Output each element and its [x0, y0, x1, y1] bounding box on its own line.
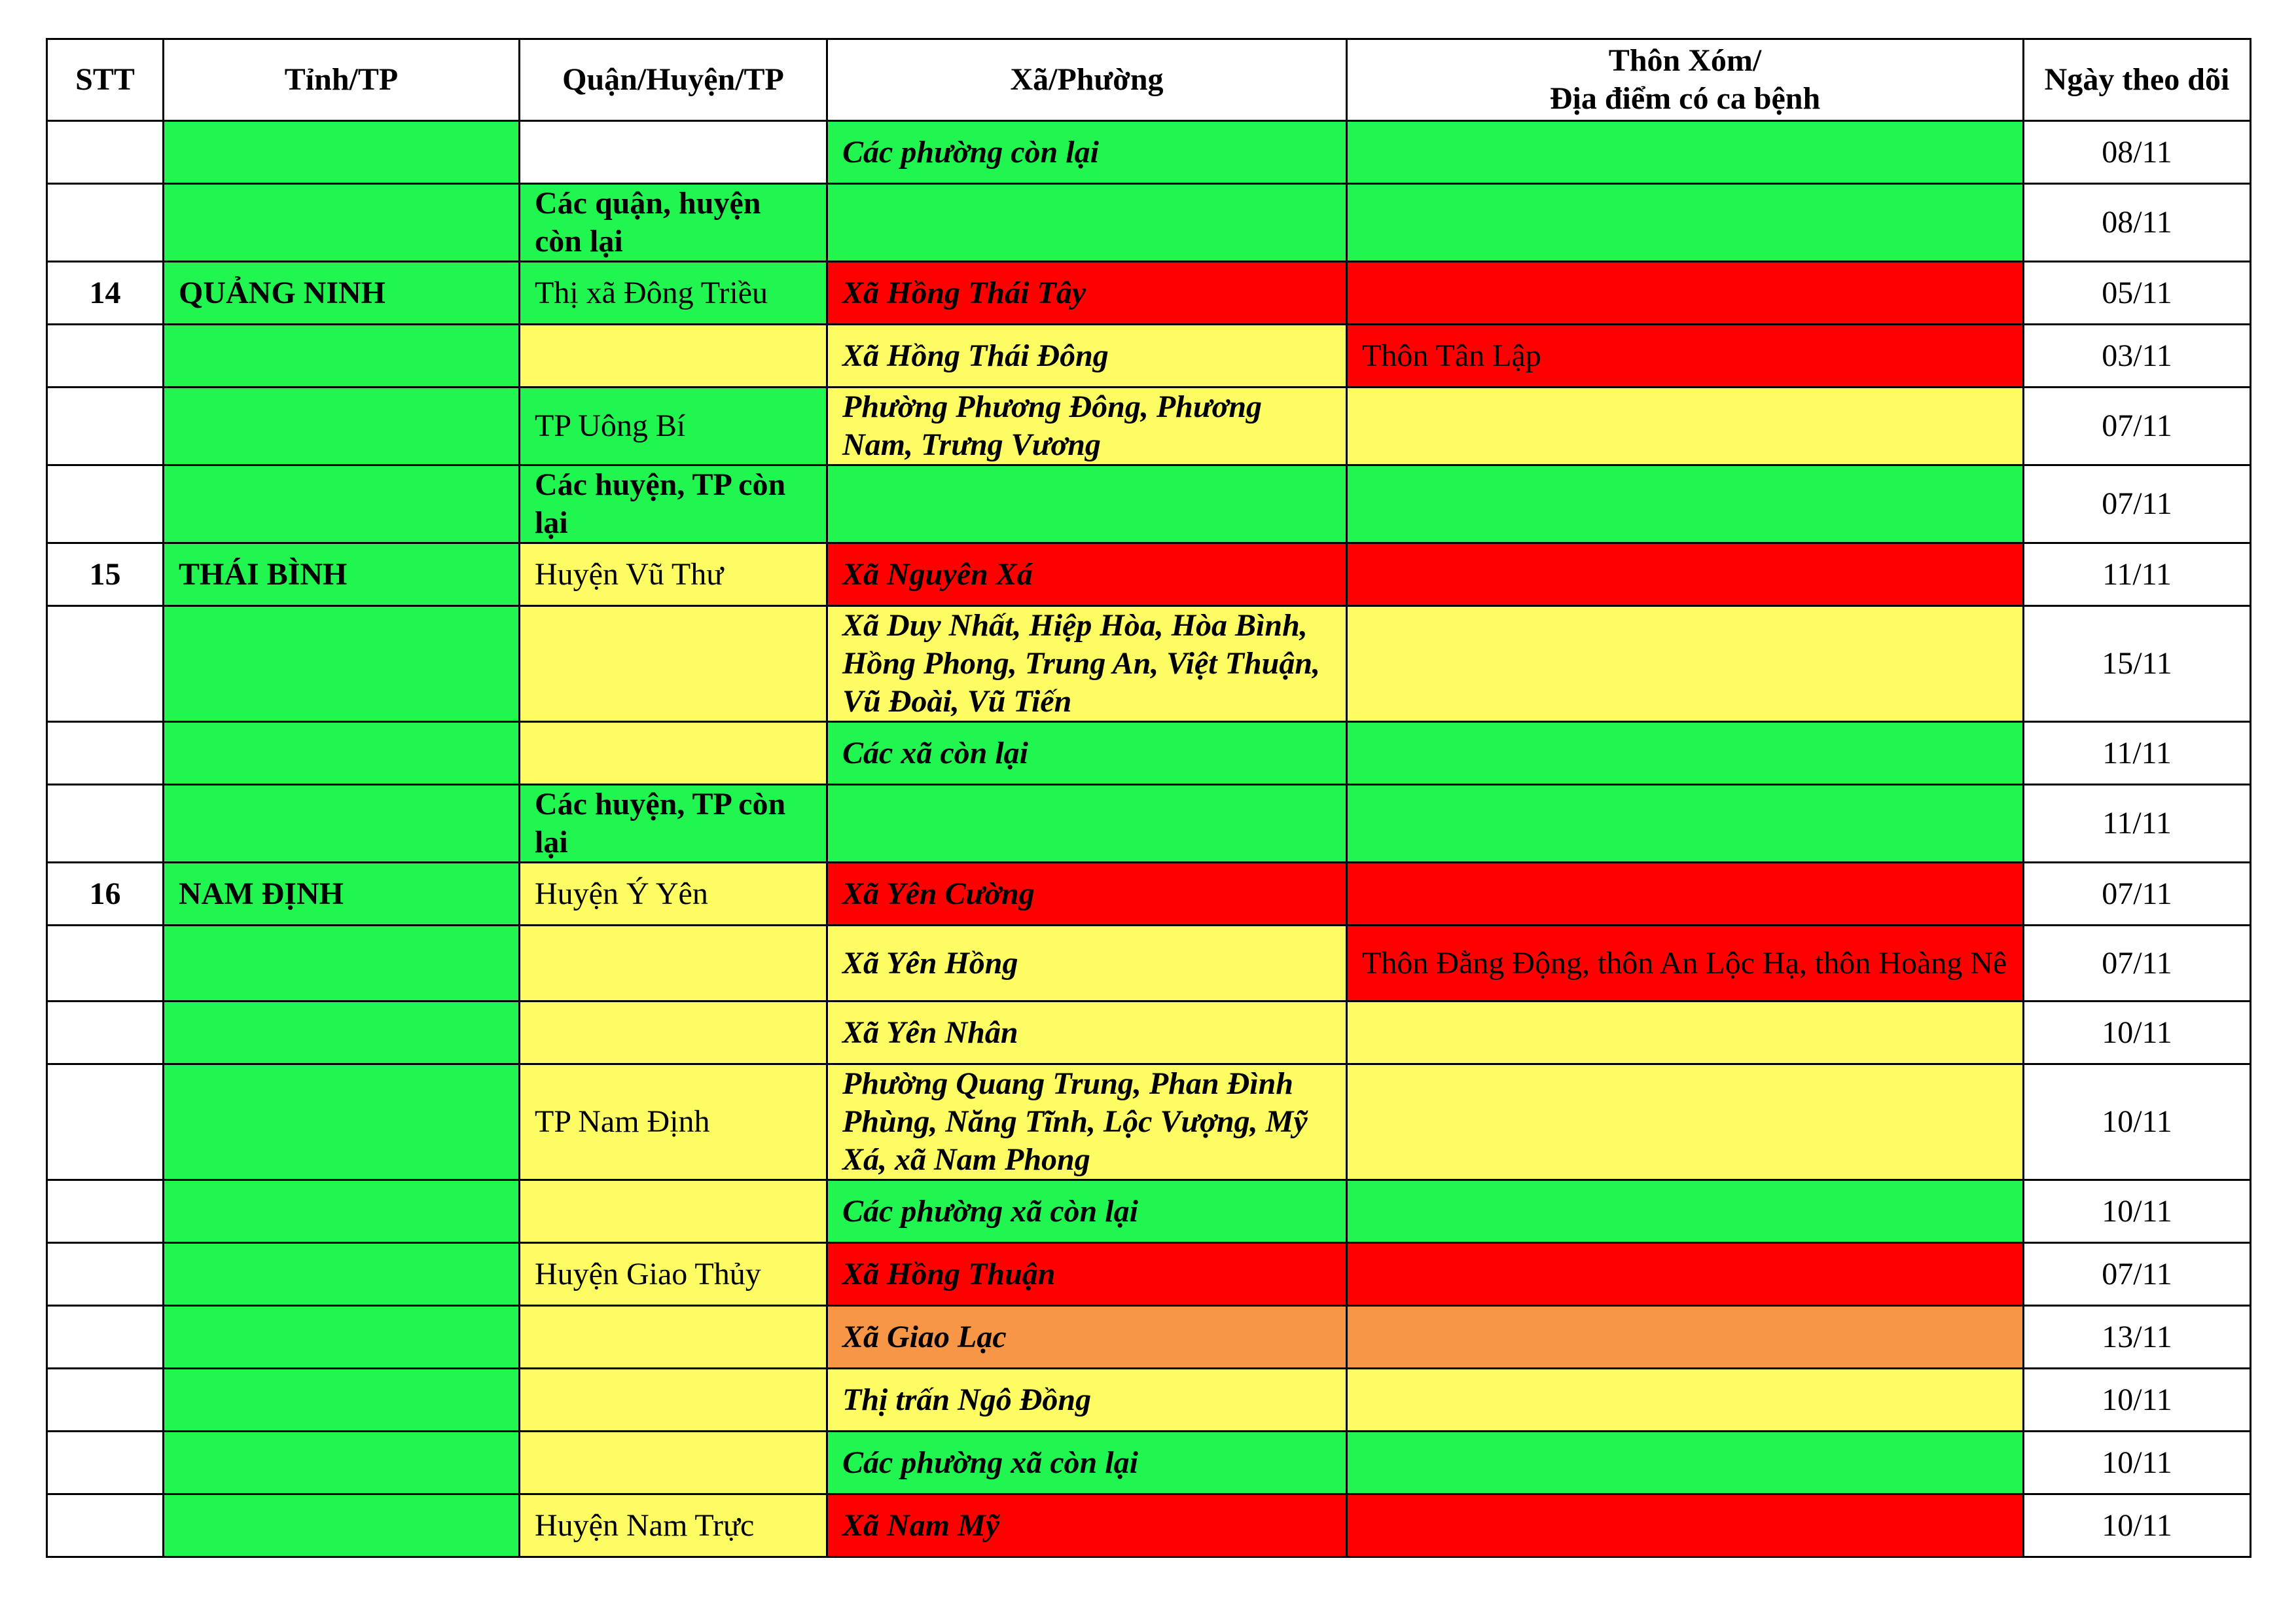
village-cell — [1347, 1432, 2024, 1494]
district-cell: TP Uông Bí — [520, 388, 827, 465]
table-row — [47, 543, 2251, 606]
table-row — [47, 262, 2251, 325]
ward-cell: Xã Nam Mỹ — [827, 1494, 1347, 1557]
ward-cell: Các phường còn lại — [827, 121, 1347, 184]
province-cell — [164, 1306, 520, 1369]
stt-cell — [47, 465, 164, 543]
stt-cell — [47, 325, 164, 388]
table-row — [47, 1306, 2251, 1369]
stt-cell — [47, 1369, 164, 1432]
district-cell: Huyện Giao Thủy — [520, 1243, 827, 1306]
table-row — [47, 465, 2251, 543]
date-cell: 03/11 — [2024, 325, 2251, 388]
date-cell: 13/11 — [2024, 1306, 2251, 1369]
district-cell — [520, 1369, 827, 1432]
stt-cell — [47, 722, 164, 785]
date-cell: 10/11 — [2024, 1494, 2251, 1557]
date-cell: 05/11 — [2024, 262, 2251, 325]
village-cell — [1347, 1243, 2024, 1306]
stt-cell — [47, 1243, 164, 1306]
district-cell: Huyện Nam Trực — [520, 1494, 827, 1557]
ward-cell: Xã Yên Cường — [827, 863, 1347, 926]
stt-cell: 16 — [47, 863, 164, 926]
ward-cell: Phường Phương Đông, Phương Nam, Trưng Vương — [827, 388, 1347, 465]
date-cell: 10/11 — [2024, 1180, 2251, 1243]
province-cell — [164, 722, 520, 785]
district-cell — [520, 606, 827, 722]
table-row — [47, 184, 2251, 262]
header-stt: STT — [47, 39, 164, 121]
table-row — [47, 1243, 2251, 1306]
stt-cell: 14 — [47, 262, 164, 325]
table-row — [47, 863, 2251, 926]
stt-cell — [47, 1432, 164, 1494]
district-cell — [520, 121, 827, 184]
village-cell — [1347, 1064, 2024, 1180]
header-village — [1347, 39, 2024, 121]
village-cell — [1347, 1369, 2024, 1432]
stt-cell: 15 — [47, 543, 164, 606]
district-cell: Các quận, huyện còn lại — [520, 184, 827, 262]
header-row — [47, 39, 2251, 121]
stt-cell — [47, 1064, 164, 1180]
district-cell — [520, 1432, 827, 1494]
table-row — [47, 1432, 2251, 1494]
ward-cell: Xã Hồng Thái Đông — [827, 325, 1347, 388]
village-cell — [1347, 1001, 2024, 1064]
header-village-line2: Địa điểm có ca bệnh — [1549, 81, 1821, 116]
district-cell — [520, 722, 827, 785]
province-cell — [164, 1432, 520, 1494]
date-cell: 07/11 — [2024, 926, 2251, 1001]
province-cell — [164, 926, 520, 1001]
stt-cell — [47, 1180, 164, 1243]
table-row — [47, 606, 2251, 722]
province-cell — [164, 184, 520, 262]
stt-cell — [47, 1306, 164, 1369]
village-cell — [1347, 388, 2024, 465]
table-row — [47, 722, 2251, 785]
district-cell — [520, 1306, 827, 1369]
province-cell: NAM ĐỊNH — [164, 863, 520, 926]
date-cell: 07/11 — [2024, 863, 2251, 926]
village-cell — [1347, 262, 2024, 325]
ward-cell: Thị trấn Ngô Đồng — [827, 1369, 1347, 1432]
village-cell — [1347, 465, 2024, 543]
ward-cell: Các phường xã còn lại — [827, 1180, 1347, 1243]
date-cell: 11/11 — [2024, 785, 2251, 863]
district-cell — [520, 1001, 827, 1064]
table-row — [47, 1494, 2251, 1557]
province-cell: THÁI BÌNH — [164, 543, 520, 606]
table-row — [47, 325, 2251, 388]
ward-cell: Các phường xã còn lại — [827, 1432, 1347, 1494]
village-cell — [1347, 606, 2024, 722]
table-row — [47, 121, 2251, 184]
ward-cell: Phường Quang Trung, Phan Đình Phùng, Năng Tĩnh, Lộc Vượng, Mỹ Xá, xã Nam Phong — [827, 1064, 1347, 1180]
date-cell: 07/11 — [2024, 1243, 2251, 1306]
ward-cell — [827, 465, 1347, 543]
covid-risk-table — [46, 38, 2251, 1558]
province-cell — [164, 325, 520, 388]
village-cell — [1347, 1306, 2024, 1369]
ward-cell: Các xã còn lại — [827, 722, 1347, 785]
header-village-line1: Thôn Xóm/ — [1608, 43, 1762, 78]
province-cell — [164, 121, 520, 184]
district-cell: Huyện Ý Yên — [520, 863, 827, 926]
stt-cell — [47, 926, 164, 1001]
province-cell — [164, 1001, 520, 1064]
province-cell: QUẢNG NINH — [164, 262, 520, 325]
stt-cell — [47, 785, 164, 863]
stt-cell — [47, 1494, 164, 1557]
village-cell — [1347, 1180, 2024, 1243]
village-cell — [1347, 543, 2024, 606]
village-cell — [1347, 184, 2024, 262]
table-row — [47, 785, 2251, 863]
date-cell: 11/11 — [2024, 543, 2251, 606]
district-cell: Các huyện, TP còn lại — [520, 785, 827, 863]
date-cell: 11/11 — [2024, 722, 2251, 785]
ward-cell: Xã Hồng Thuận — [827, 1243, 1347, 1306]
district-cell: Các huyện, TP còn lại — [520, 465, 827, 543]
province-cell — [164, 388, 520, 465]
stt-cell — [47, 121, 164, 184]
ward-cell: Xã Nguyên Xá — [827, 543, 1347, 606]
date-cell: 08/11 — [2024, 184, 2251, 262]
table-row — [47, 1180, 2251, 1243]
ward-cell — [827, 785, 1347, 863]
district-cell — [520, 1180, 827, 1243]
header-district: Quận/Huyện/TP — [520, 39, 827, 121]
province-cell — [164, 465, 520, 543]
ward-cell: Xã Giao Lạc — [827, 1306, 1347, 1369]
table-row — [47, 388, 2251, 465]
village-cell — [1347, 785, 2024, 863]
district-cell — [520, 325, 827, 388]
province-cell — [164, 1064, 520, 1180]
province-cell — [164, 785, 520, 863]
table-row — [47, 1001, 2251, 1064]
header-ward: Xã/Phường — [827, 39, 1347, 121]
date-cell: 07/11 — [2024, 388, 2251, 465]
province-cell — [164, 1243, 520, 1306]
district-cell: TP Nam Định — [520, 1064, 827, 1180]
date-cell: 07/11 — [2024, 465, 2251, 543]
district-cell: Huyện Vũ Thư — [520, 543, 827, 606]
ward-cell — [827, 184, 1347, 262]
village-cell: Thôn Tân Lập — [1347, 325, 2024, 388]
province-cell — [164, 606, 520, 722]
date-cell: 10/11 — [2024, 1001, 2251, 1064]
table-row — [47, 1064, 2251, 1180]
date-cell: 10/11 — [2024, 1064, 2251, 1180]
stt-cell — [47, 388, 164, 465]
district-cell: Thị xã Đông Triều — [520, 262, 827, 325]
district-cell — [520, 926, 827, 1001]
stt-cell — [47, 1001, 164, 1064]
date-cell: 08/11 — [2024, 121, 2251, 184]
date-cell: 10/11 — [2024, 1432, 2251, 1494]
province-cell — [164, 1180, 520, 1243]
stt-cell — [47, 606, 164, 722]
province-cell — [164, 1369, 520, 1432]
table-row — [47, 926, 2251, 1001]
village-cell — [1347, 121, 2024, 184]
stt-cell — [47, 184, 164, 262]
village-cell — [1347, 1494, 2024, 1557]
ward-cell: Xã Hồng Thái Tây — [827, 262, 1347, 325]
ward-cell: Xã Yên Hồng — [827, 926, 1347, 1001]
village-cell — [1347, 722, 2024, 785]
header-date: Ngày theo dõi — [2024, 39, 2251, 121]
table-row — [47, 1369, 2251, 1432]
village-cell — [1347, 863, 2024, 926]
date-cell: 15/11 — [2024, 606, 2251, 722]
province-cell — [164, 1494, 520, 1557]
date-cell: 10/11 — [2024, 1369, 2251, 1432]
ward-cell: Xã Yên Nhân — [827, 1001, 1347, 1064]
header-province: Tỉnh/TP — [164, 39, 520, 121]
ward-cell: Xã Duy Nhất, Hiệp Hòa, Hòa Bình, Hồng Phong, Trung An, Việt Thuận, Vũ Đoài, Vũ Tiến — [827, 606, 1347, 722]
village-cell: Thôn Đằng Động, thôn An Lộc Hạ, thôn Hoàng Nê — [1347, 926, 2024, 1001]
